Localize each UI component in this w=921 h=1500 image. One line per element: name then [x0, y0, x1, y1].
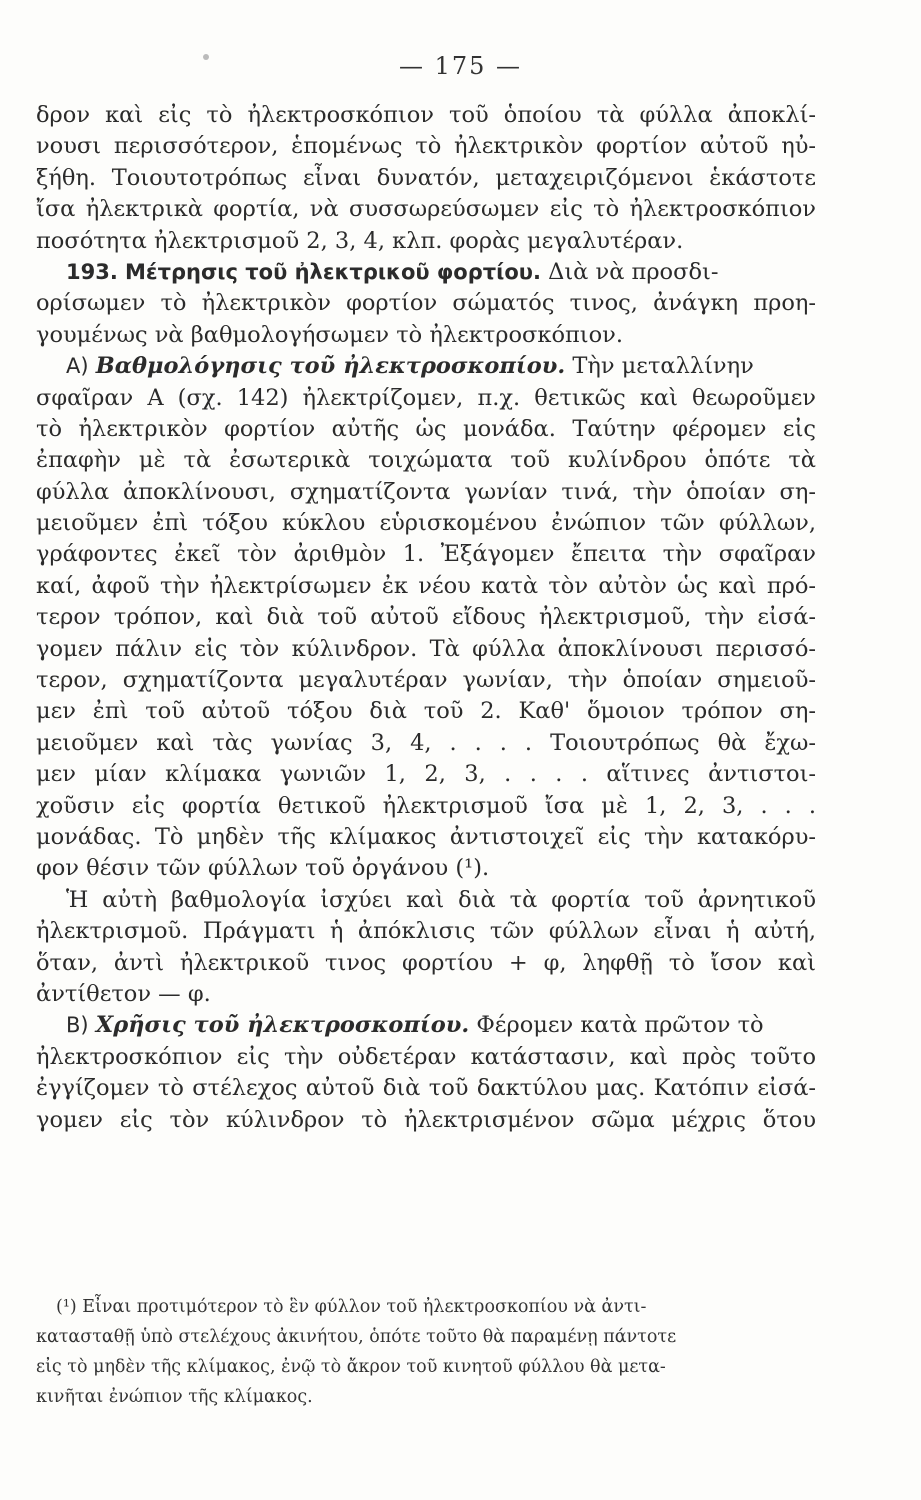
- text-line: ἀντίθετον — φ.: [36, 980, 211, 1007]
- text-line: μονάδας. Τὸ μηδὲν τῆς κλίμακος ἀντιστοιχεῖ εἰς τὴν κατακόρυ-: [36, 823, 816, 850]
- page-number: — 175 —: [398, 52, 523, 80]
- section-number: 193.: [66, 259, 118, 284]
- text-line: ξήθη. Τοιουτοτρόπως εἶναι δυνατόν, μεταχειριζόμενοι ἑκάστοτε: [36, 164, 816, 191]
- text-line: τὸ ἠλεκτρικὸν φορτίον αὐτῆς ὡς μονάδα. Ταύτην φέρομεν εἰς: [36, 415, 816, 442]
- text-line: καί, ἀφοῦ τὴν ἠλεκτρίσωμεν ἐκ νέου κατὰ τὸν αὐτὸν ὡς καὶ πρό-: [36, 572, 816, 599]
- text-line: μειοῦμεν καὶ τὰς γωνίας 3, 4, . . . . Τοιουτρόπως θὰ ἔχω-: [36, 729, 816, 756]
- text-line: σφαῖραν Α (σχ. 142) ἠλεκτρίζομεν, π.χ. θετικῶς καὶ θεωροῦμεν: [36, 384, 816, 411]
- text-line: τερον, σχηματίζοντα μεγαλυτέραν γωνίαν, τὴν ὁποίαν σημειοῦ-: [36, 667, 816, 694]
- subsection-a-title: Βαθμολόγησις τοῦ ἠλεκτροσκοπίου.: [95, 353, 566, 380]
- subsection-a-heading-line: [36, 351, 816, 382]
- text-line: τερον τρόπον, καὶ διὰ τοῦ αὐτοῦ εἴδους ἠλεκτρισμοῦ, τὴν εἰσά-: [36, 604, 816, 631]
- section-heading-line: [36, 257, 816, 288]
- text-line: ἠλεκτροσκόπιον εἰς τὴν οὐδετέραν κατάστασιν, καὶ πρὸς τοῦτο: [36, 1043, 816, 1070]
- text-line: φύλλα ἀποκλίνουσι, σχηματίζοντα γωνίαν τινά, τὴν ὁποίαν ση-: [36, 478, 816, 505]
- text-line: ὅταν, ἀντὶ ἠλεκτρικοῦ τινος φορτίου + φ, ληφθῇ τὸ ἴσον καὶ: [36, 949, 816, 976]
- text-line: ορίσωμεν τὸ ἠλεκτρικὸν φορτίον σώματός τινος, ἀνάγκη προη-: [36, 290, 816, 317]
- section-title: Μέτρησις τοῦ ἠλεκτρικοῦ φορτίου.: [124, 259, 541, 284]
- text-line: γομεν πάλιν εἰς τὸν κύλινδρον. Τὰ φύλλα ἀποκλίνουσι περισσό-: [36, 635, 816, 662]
- text-line: δρον καὶ εἰς τὸ ἠλεκτροσκόπιον τοῦ ὁποίου τὰ φύλλα ἀποκλί-: [36, 102, 816, 128]
- text-line: ἴσα ἠλεκτρικὰ φορτία, νὰ συσσωρεύσωμεν εἰς τὸ ἠλεκτροσκόπιον: [36, 196, 816, 223]
- text-line: γουμένως νὰ βαθμολογήσωμεν τὸ ἠλεκτροσκόπιον.: [36, 321, 623, 348]
- footnote-line: (¹) Εἶναι προτιμότερον τὸ ἓν φύλλον τοῦ ἠλεκτροσκοπίου νὰ ἀντι-: [56, 1297, 647, 1317]
- subsection-b-heading-line: [36, 1010, 816, 1041]
- text-line: χοῦσιν εἰς φορτία θετικοῦ ἠλεκτρισμοῦ ἴσα μὲ 1, 2, 3, . . .: [36, 792, 816, 819]
- text-line: νουσι περισσότερον, ἑπομένως τὸ ἠλεκτρικὸν φορτίον αὐτοῦ ηὐ-: [36, 133, 816, 160]
- text-line: ποσότητα ἠλεκτρισμοῦ 2, 3, 4, κλπ. φορὰς μεγαλυτέραν.: [36, 227, 684, 254]
- text-line: φον θέσιν τῶν φύλλων τοῦ ὀργάνου (¹).: [36, 855, 490, 882]
- text-line: μεν ἐπὶ τοῦ αὐτοῦ τόξου διὰ τοῦ 2. Καθ' ὅμοιον τρόπον ση-: [36, 698, 816, 725]
- text-line: μεν μίαν κλίμακα γωνιῶν 1, 2, 3, . . . . αἵτινες ἀντιστοι-: [36, 761, 816, 788]
- footnote-line: εἰς τὸ μηδὲν τῆς κλίμακος, ἐνῷ τὸ ἄκρον τοῦ κινητοῦ φύλλου θὰ μετα-: [36, 1357, 666, 1377]
- footnote-line: κινῆται ἐνώπιον τῆς κλίμακος.: [36, 1387, 313, 1407]
- main-text: [36, 100, 816, 1136]
- footnote-line: κατασταθῇ ὑπὸ στελέχους ἀκινήτου, ὁπότε τοῦτο θὰ παραμένῃ πάντοτε: [36, 1327, 677, 1347]
- text-line: Ἡ αὐτὴ βαθμολογία ἰσχύει καὶ διὰ τὰ φορτία τοῦ ἀρνητικοῦ: [66, 886, 816, 913]
- text-line: γράφοντες ἐκεῖ τὸν ἀριθμὸν 1. Ἐξάγομεν ἔπειτα τὴν σφαῖραν: [36, 541, 816, 568]
- subsection-a-label: Α): [66, 354, 89, 379]
- text-line: μειοῦμεν ἐπὶ τόξου κύκλου εὑρισκομένου ἐνώπιον τῶν φύλλων,: [36, 510, 816, 537]
- subsection-b-text: Φέρομεν κατὰ πρῶτον τὸ: [476, 1012, 764, 1039]
- text-line: ἠλεκτρισμοῦ. Πράγματι ἡ ἀπόκλισις τῶν φύλλων εἶναι ἡ αὐτή,: [36, 918, 816, 945]
- subsection-a-text: Τὴν μεταλλίνην: [572, 353, 754, 380]
- footnote: [36, 1292, 826, 1412]
- section-text: Διὰ νὰ προσδι-: [548, 258, 719, 285]
- subsection-b-label: Β): [66, 1013, 89, 1038]
- text-line: γομεν εἰς τὸν κύλινδρον τὸ ἠλεκτρισμένον σῶμα μέχρις ὅτου: [36, 1106, 816, 1133]
- text-line: ἐπαφὴν μὲ τὰ ἐσωτερικὰ τοιχώματα τοῦ κυλίνδρου ὁπότε τὰ: [36, 447, 816, 474]
- subsection-b-title: Χρῆσις τοῦ ἠλεκτροσκοπίου.: [95, 1012, 470, 1039]
- text-line: ἐγγίζομεν τὸ στέλεχος αὐτοῦ διὰ τοῦ δακτύλου μας. Κατόπιν εἰσά-: [36, 1075, 816, 1102]
